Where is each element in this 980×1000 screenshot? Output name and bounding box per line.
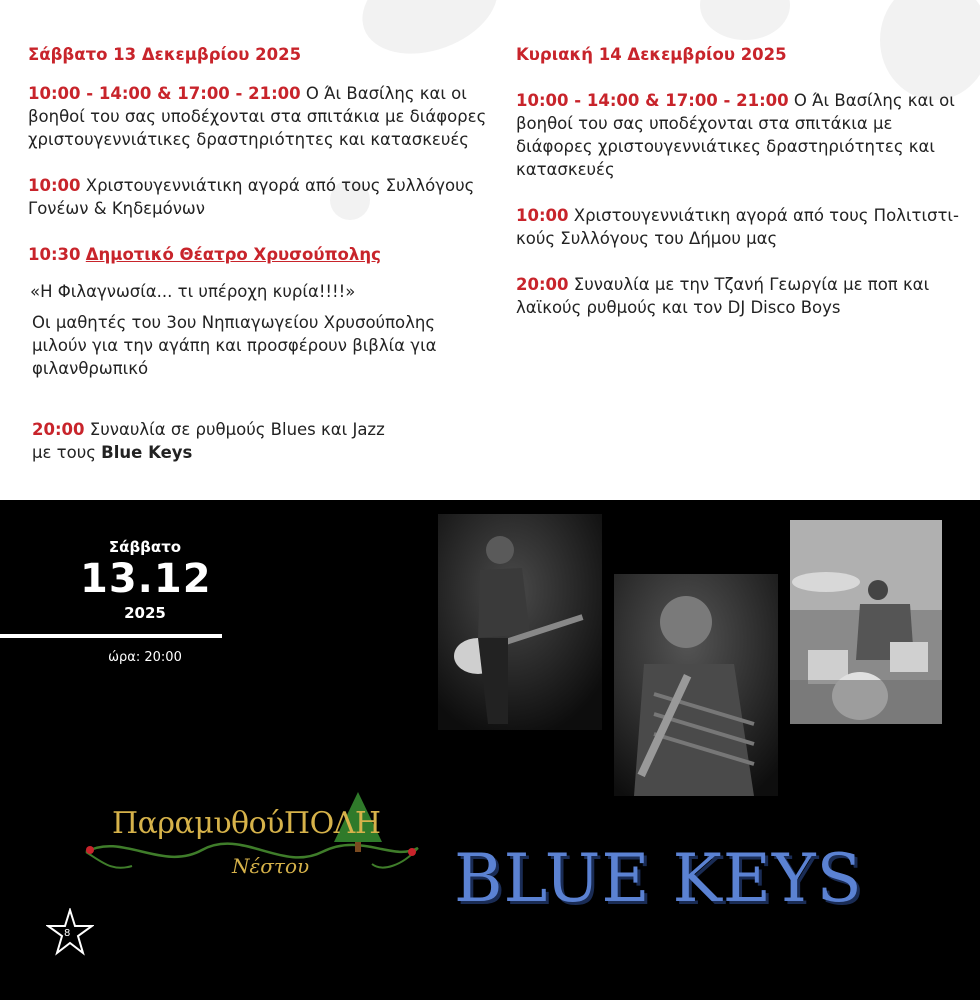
play-title: «Η Φιλαγνωσία... τι υπέροχη κυρία!!!!» (30, 282, 356, 301)
concert-banner (0, 500, 980, 1000)
item-text: Χριστουγεννιάτικη αγορά από τους Πολιτιστι-κούς Συλλόγους του Δήμου μας (516, 206, 959, 248)
saturday-item-4 (28, 418, 488, 464)
event-hour: ώρα: 20:00 (108, 650, 182, 665)
item-time: 20:00 (516, 275, 569, 294)
band-name: Blue Keys (101, 443, 193, 462)
event-date (80, 538, 210, 622)
theater-link[interactable]: Δημοτικό Θέατρο Χρυσούπολης (85, 245, 381, 264)
item-time: 20:00 (32, 420, 85, 439)
sunday-item-2 (516, 204, 966, 250)
logo-sub-text: Νέστου (232, 854, 310, 878)
item-time: 10:00 - 14:00 & 17:00 - 21:00 (28, 84, 301, 103)
item-text: με τους (32, 443, 102, 462)
logo-main-text: ΠαραμυθούΠΟΛΗ (112, 806, 381, 841)
saturday-item-3 (28, 243, 488, 266)
item-text: Συναυλία με την Τζανή Γεωργία με ποπ και λαϊκούς ρυθμούς και τον DJ Disco Boys (516, 275, 930, 317)
item-text: Συναυλία σε ρυθμούς Blues και Jazz (84, 420, 385, 439)
drummer-photo (790, 520, 942, 724)
decorative-leaf (700, 0, 790, 40)
sunday-column (516, 43, 966, 319)
item-text: Χριστουγεννιάτικη αγορά από τους Συλλόγους Γονέων & Κηδεμόνων (28, 176, 475, 218)
divider (0, 634, 222, 638)
saturday-date: Σάββατο 13 Δεκεμβρίου 2025 (28, 45, 302, 64)
saturday-item-2 (28, 174, 488, 220)
item-text: Ο Άι Βασίλης και οι βοηθοί του σας υποδέχονται στα σπιτάκια με διάφορες χριστουγεννιάτικες δραστηριότητες και κατασκευές (516, 91, 955, 179)
event-day: 13.12 (80, 556, 212, 602)
sunday-item-3 (516, 273, 966, 319)
paramythoupoli-logo (82, 792, 422, 892)
event-year: 2025 (124, 604, 166, 622)
item-time: 10:30 (28, 245, 81, 264)
bassist-photo (614, 574, 778, 796)
item-text: Ο Άι Βασίλης και οι βοηθοί του σας υποδέχονται στα σπιτάκια με διάφορες χριστουγεννιάτικες δραστηριότητες και κατασκευές (28, 84, 487, 149)
saturday-column (28, 43, 488, 464)
item-time: 10:00 - 14:00 & 17:00 - 21:00 (516, 91, 789, 110)
sunday-item-1 (516, 89, 966, 181)
item-time: 10:00 (516, 206, 569, 225)
sunday-date: Κυριακή 14 Δεκεμβρίου 2025 (516, 45, 787, 64)
play-description: Οι μαθητές του 3ου Νηπιαγωγείου Χρυσούπολης μιλούν για την αγάπη και προσφέρουν βιβλία για φιλανθρωπικό (32, 313, 437, 378)
guitarist-photo (438, 514, 602, 730)
band-title: BLUE KEYS (454, 840, 863, 917)
saturday-item-1 (28, 82, 488, 151)
event-weekday: Σάββατο (108, 538, 182, 556)
item-time: 10:00 (28, 176, 81, 195)
page-number: 8 (64, 928, 71, 939)
